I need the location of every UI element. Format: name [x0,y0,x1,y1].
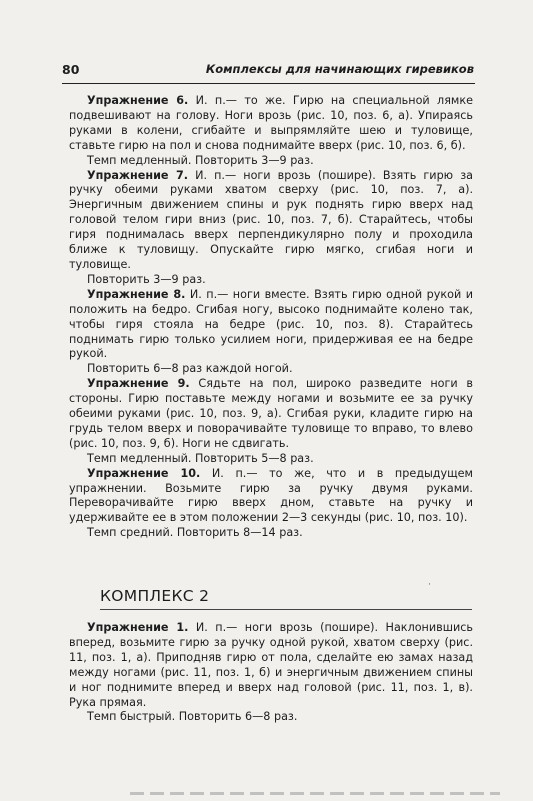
paragraph-text: Темп медленный. Повторить 3—9 раз. [87,153,314,167]
paragraph-text: Повторить 3—9 раз. [87,272,206,286]
page-header [62,62,474,82]
paragraph [69,452,473,467]
paragraph-text: Повторить 6—8 раз каждой ногой. [87,362,293,376]
page-number: 80 [62,62,80,77]
section-heading: КОМПЛЕКС 2 [100,587,210,605]
exercise-list-complex-2 [69,621,473,725]
paragraph-text: Сядьте на пол, широко разведите ноги в стороны. Гирю поставьте между ногами и возьмите ее за ручку обеими руками (рис. 10, поз. 9, а). Сгибая руки, кладите гирю на грудь телом вверх и поворачивайте туловище то вправо, то влево (рис. 10, поз. 9, б). Ноги не сдвигать. [69,377,473,450]
paragraph-text: Темп быстрый. Повторить 6—8 раз. [87,710,298,724]
exercise-label: Упражнение 6. [87,94,189,107]
exercise-list-complex-1 [69,94,473,541]
paragraph [69,526,473,541]
paragraph-text: И. п.— ноги врозь (пошире). Взять гирю за ручку обеими руками хватом сверху (рис. 10, поз. 7, а). Энергичным движением спины и рук поднять гирю вверх над головой телом гири вниз (рис. 10, поз. 7, б). Старайтесь, чтобы гиря поднималась вверх перпендикулярно полу и проходила ближе к туловищу. Опускайте гирю мягко, сгибая ноги и туловище. [69,168,474,271]
paragraph [69,377,473,452]
scan-mark: · [428,580,431,590]
paragraph [69,169,473,273]
running-title: Комплексы для начинающих гиревиков [205,62,474,76]
paragraph [69,621,473,710]
header-rule [62,83,475,84]
bleed-through-text [130,792,500,795]
exercise-label: Упражнение 8. [87,287,186,301]
paragraph [69,362,473,377]
paragraph-text: Темп медленный. Повторить 5—8 раз. [87,451,314,465]
paragraph [69,467,473,527]
exercise-label: Упражнение 10. [87,466,201,480]
paragraph [69,154,473,169]
paragraph-text: Темп средний. Повторить 8—14 раз. [87,526,303,540]
exercise-label: Упражнение 7. [87,168,188,182]
paragraph-text: И. п.— то же, что и в предыдущем упражнении. Возьмите гирю за ручку двумя руками. Переворачивайте гирю вверх дном, ставьте на ручку и удерживайте ее в этом положении 2—3 секунды (рис. 10, поз. 10). [69,466,473,525]
paragraph-text: И. п.— то же. Гирю на специальной лямке подвешивают на голову. Ноги врозь (рис. 10, поз. 6, а). Упираясь руками в колени, сгибайте и выпрямляйте шею и туловище, ставьте гирю на пол и снова поднимайте вверх (рис. 10, поз. 6, б). [69,94,474,152]
exercise-label: Упражнение 9. [87,377,190,391]
paragraph [69,288,473,363]
section-rule [100,609,472,610]
paragraph [69,273,473,288]
paragraph [69,710,473,725]
exercise-label: Упражнение 1. [87,621,189,634]
paragraph-text: И. п.— ноги врозь (пошире). Наклонившись вперед, возьмите гирю за ручку одной рукой, хватом сверху (рис. 11, поз. 1, а). Приподняв гирю от пола, сделайте ею замах назад между ногами (рис. 11, поз. 1, б) и энергичным движением спины и ног поднимите вперед и вверх над головой (рис. 11, поз. 1, в). Рука прямая. [69,621,473,709]
paragraph-text: И. п.— ноги вместе. Взять гирю одной рукой и положить на бедро. Сгибая ногу, высоко поднимайте колено так, чтобы гиря стояла на бедре (рис. 10, поз. 8). Старайтесь поднимать гирю только усилием ноги, придерживая ее на бедре рукой. [69,287,473,361]
paragraph [69,94,473,154]
